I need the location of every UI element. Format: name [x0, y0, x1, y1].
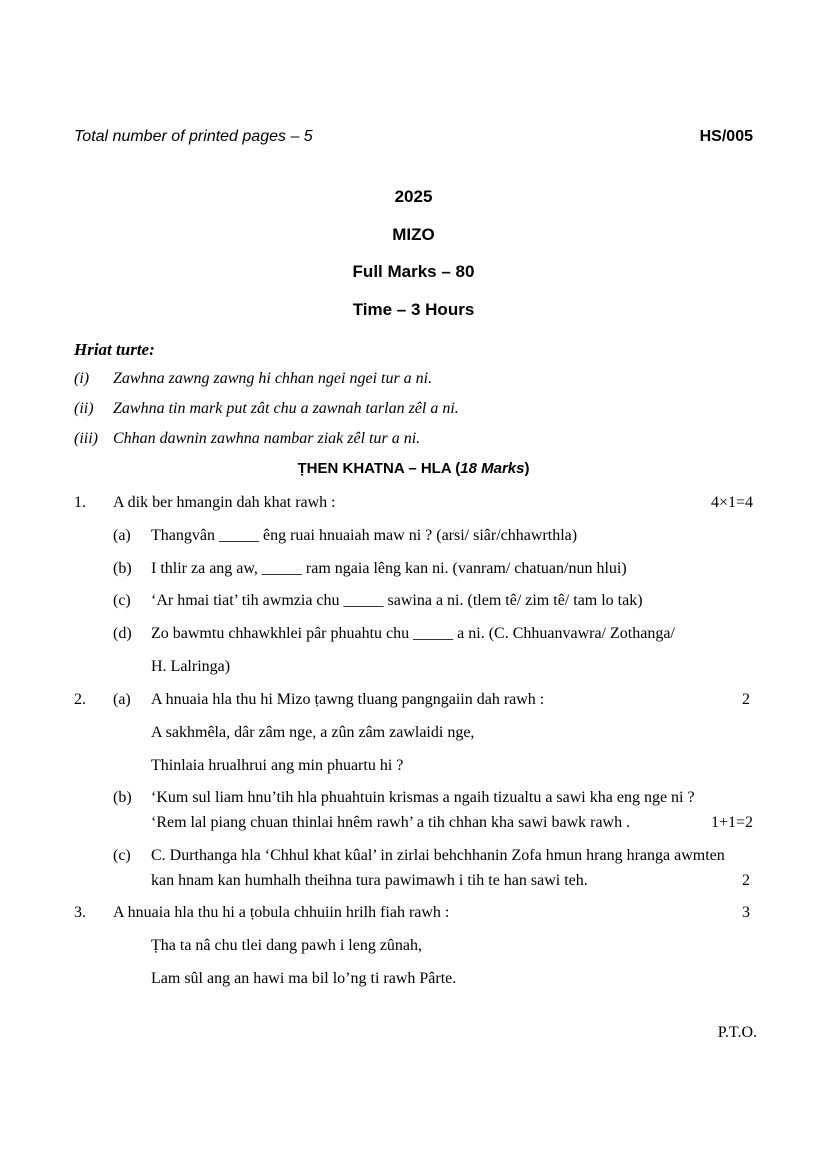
- subpart-label: (d): [113, 625, 132, 642]
- instructions-title: Hriat turte:: [74, 340, 155, 359]
- exam-year: 2025: [394, 187, 433, 206]
- subpart-label: (c): [113, 847, 131, 864]
- question-text: A hnuaia hla thu hi a ṭobula chhuiin hrilh fiah rawh :: [113, 904, 450, 921]
- subpart-text-continued: ‘Rem lal piang chuan thinlai hnêm rawh’ a tih chhan kha sawi bawk rawh .: [151, 814, 631, 831]
- subpart-label: (b): [113, 560, 132, 577]
- printed-pages-note: Total number of printed pages – 5: [74, 128, 313, 145]
- question-marks: 1+1=2: [710, 814, 753, 831]
- full-marks: Full Marks – 80: [352, 262, 475, 281]
- section-title: ṬHEN KHATNA – HLA (: [297, 460, 461, 477]
- subpart-text: Thangvân _____ êng ruai hnuaiah maw ni ? (arsi/ siâr/chhawrthla): [151, 527, 578, 544]
- section-marks: 18 Marks: [460, 460, 525, 477]
- subpart-label: (a): [113, 527, 131, 544]
- please-turn-over: P.T.O.: [717, 1024, 757, 1041]
- question-number: 3.: [74, 904, 86, 921]
- paper-code: HS/005: [699, 128, 753, 145]
- subpart-text: I thlir za ang aw, _____ ram ngaia lêng kan ni. (vanram/ chatuan/nun hlui): [151, 560, 627, 577]
- verse-line: Ṭha ta nâ chu tlei dang pawh i leng zûnah,: [151, 937, 423, 954]
- subpart-label: (b): [113, 789, 132, 806]
- exam-subject: MIZO: [392, 225, 435, 244]
- instruction-text: Zawhna zawng zawng hi chhan ngei ngei tur a ni.: [113, 370, 433, 387]
- subpart-label: (a): [113, 691, 131, 708]
- instruction-num: (ii): [74, 400, 94, 417]
- verse-line: Lam sûl ang an hawi ma bil lo’ng ti rawh Pârte.: [151, 970, 457, 987]
- question-marks: 4×1=4: [710, 494, 753, 511]
- subpart-text-continued: H. Lalringa): [151, 658, 231, 675]
- instruction-text: Zawhna tin mark put zât chu a zawnah tarlan zêl a ni.: [113, 400, 459, 417]
- subpart-text: ‘Kum sul liam hnu’tih hla phuahtuin krismas a ngaih tizualtu a sawi kha eng nge ni ?: [151, 789, 695, 806]
- instruction-num: (i): [74, 370, 90, 387]
- question-number: 1.: [74, 494, 86, 511]
- question-text: A dik ber hmangin dah khat rawh :: [113, 494, 336, 511]
- subpart-text: A hnuaia hla thu hi Mizo ṭawng tluang pangngaiin dah rawh :: [151, 691, 545, 708]
- subpart-label: (c): [113, 592, 131, 609]
- instruction-num: (iii): [74, 430, 98, 447]
- subpart-text-continued: kan hnam kan humhalh theihna tura pawimawh i tih te han sawi teh.: [151, 872, 588, 889]
- section-title-close: ): [524, 460, 530, 477]
- question-number: 2.: [74, 691, 86, 708]
- subpart-text: Zo bawmtu chhawkhlei pâr phuahtu chu _____ a ni. (C. Chhuanvawra/ Zothanga/: [151, 625, 675, 642]
- subpart-text: C. Durthanga hla ‘Chhul khat kûal’ in zirlai behchhanin Zofa hmun hrang hranga awmten: [151, 847, 725, 864]
- question-marks: 2: [742, 691, 750, 708]
- time-limit: Time – 3 Hours: [352, 300, 475, 319]
- verse-line: Thinlaia hrualhrui ang min phuartu hi ?: [151, 757, 404, 774]
- subpart-text: ‘Ar hmai tiat’ tih awmzia chu _____ sawina a ni. (tlem tê/ zim tê/ tam lo tak): [151, 592, 643, 609]
- verse-line: A sakhmêla, dâr zâm nge, a zûn zâm zawlaidi nge,: [151, 724, 475, 741]
- instruction-text: Chhan dawnin zawhna nambar ziak zêl tur a ni.: [113, 430, 421, 447]
- question-marks: 3: [742, 904, 750, 921]
- question-marks: 2: [742, 872, 750, 889]
- section-heading: [0, 460, 827, 477]
